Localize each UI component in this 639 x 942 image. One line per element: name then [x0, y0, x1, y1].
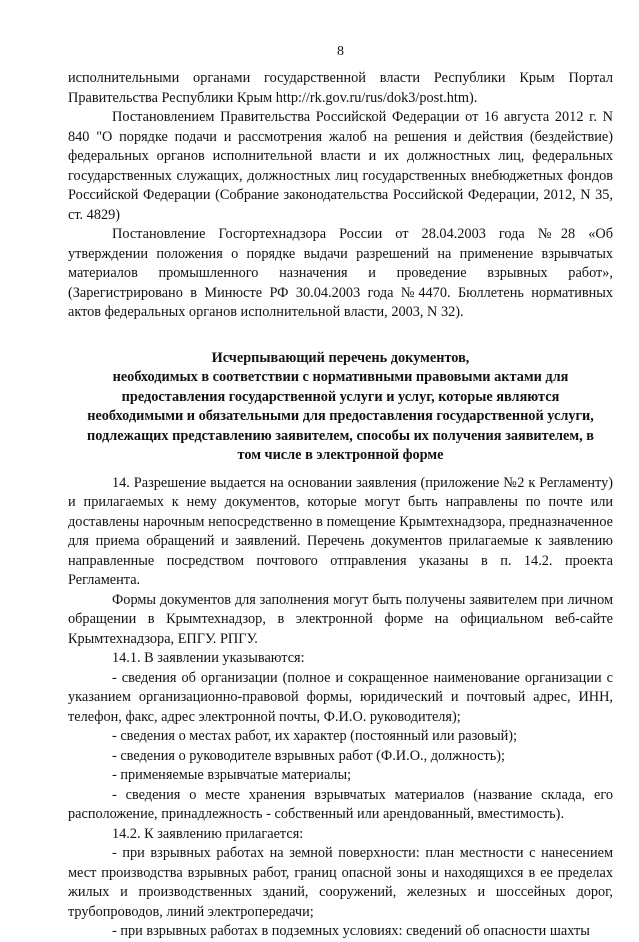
- paragraph-gosgortekhnadzor-decree-28: Постановление Госгортехнадзора России от 28.04.2003 года №28 «Об утверждении положения о порядке выдачи разрешений на применение взрывчатых материалов промышленного назначения и проведение взрывных работ», (Зарегистрировано в Минюсте РФ 30.04.2003 года №4470. Бюллетень нормативных актов федеральных органов исполнительной власти, 2003, N 32).: [68, 226, 613, 320]
- list-item-work-places: - сведения о местах работ, их характер (постоянный или разовый);: [112, 728, 518, 744]
- heading-line: предоставления государственной услуги и услуг, которые являются: [121, 388, 560, 405]
- list-item-storage: - сведения о месте хранения взрывчатых материалов (название склада, его расположение, принадлежность - собственный или арендованный, вместимость).: [68, 786, 613, 822]
- list-item-organization: - сведения об организации (полное и сокращенное наименование организации с указанием организационно-правовой формы, юридический и почтовый адрес, ИНН, телефон, факс, адрес электронной почты, Ф.И.О. руководителя);: [68, 669, 613, 725]
- paragraph-14: 14. Разрешение выдается на основании заявления (приложение №2 к Регламенту) и прилагаемых к нему документов, которые могут быть направлены по почте или доставлены нарочным непосредственно в помещение Крымтехнадзора, предназначенное для приема обращений и заявлений. Перечень документов прилагаемые к заявлению направленные посредством почтового отправления указаны в п. 14.2. проекта Регламента.: [68, 474, 613, 588]
- section-heading: [68, 349, 613, 466]
- paragraph-forms: Формы документов для заполнения могут быть получены заявителем при личном обращении в Крымтехнадзор, в электронной форме на официальном веб-сайте Крымтехнадзора, ЕПГУ. РПГУ.: [68, 591, 613, 647]
- paragraph-government-decree-840: Постановлением Правительства Российской Федерации от 16 августа 2012 г. N 840 "О порядке подачи и рассмотрения жалоб на решения и действия (бездействие) федеральных органов исполнительной власти и их должностных лиц, федеральных государственных служащих, должностных лиц государственных внебюджетных фондов Российской Федерации (Собрание законодательства Российской Федерации, 2012, N 35, ст. 4829): [68, 109, 613, 223]
- heading-line: Исчерпывающий перечень документов,: [211, 349, 470, 366]
- page-number: 8: [337, 44, 344, 59]
- document-body: [68, 69, 613, 942]
- list-item-underground-works: - при взрывных работах в подземных условиях: сведений об опасности шахты: [112, 923, 590, 939]
- heading-line: необходимых в соответствии с нормативными правовыми актами для: [112, 369, 569, 385]
- list-item-surface-works: - при взрывных работах на земной поверхности: план местности с нанесением мест производства взрывных работ, границ опасной зоны и находящихся в ее пределах жилых и производственных зданий, сооружений, железных и шоссейных дорог, трубопроводов, линий электропередачи;: [68, 845, 613, 920]
- heading-line: том числе в электронной форме: [237, 447, 444, 463]
- paragraph-14-2: 14.2. К заявлению прилагается:: [112, 825, 304, 842]
- paragraph-portal-reference: исполнительными органами государственной власти Республики Крым Портал Правительства Республики Крым http://rk.gov.ru/rus/dok3/post.htm).: [68, 70, 613, 106]
- heading-line: подлежащих представлению заявителем, способы их получения заявителем, в: [86, 427, 595, 444]
- heading-line: необходимыми и обязательными для предоставления государственной услуги,: [87, 408, 594, 424]
- document-page: [68, 0, 613, 939]
- list-item-work-manager: - сведения о руководителе взрывных работ (Ф.И.О., должность);: [112, 747, 505, 764]
- list-item-explosives: - применяемые взрывчатые материалы;: [112, 767, 352, 783]
- paragraph-14-1: 14.1. В заявлении указываются:: [112, 650, 305, 666]
